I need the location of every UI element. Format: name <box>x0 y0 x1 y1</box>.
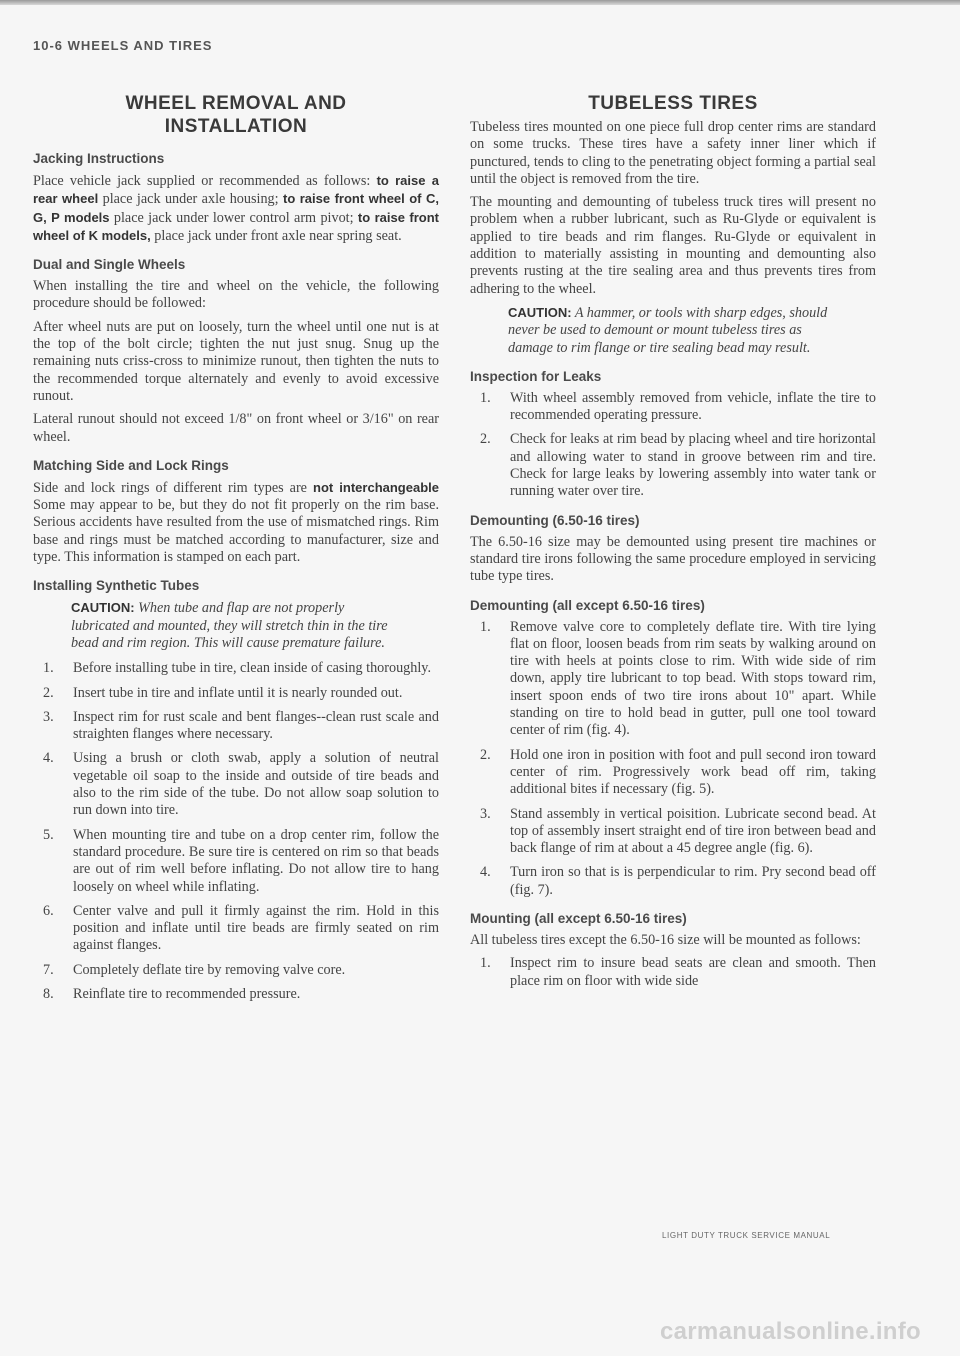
footer-manual-title: LIGHT DUTY TRUCK SERVICE MANUAL <box>662 1231 831 1240</box>
heading-matching-rings: Matching Side and Lock Rings <box>33 457 229 473</box>
demounting-steps <box>470 619 876 899</box>
heading-demounting-650: Demounting (6.50-16 tires) <box>470 512 640 528</box>
list-item: 2. Hold one iron in position with foot and pull second iron toward center of rim. Progressively work bead off rim, taking additional bites if necessary (fig. 5). <box>480 746 876 798</box>
heading-jacking-instructions: Jacking Instructions <box>33 151 165 166</box>
list-item: 4. Turn iron so that is is perpendicular to rim. Pry second bead off (fig. 7). <box>480 864 876 898</box>
dual-paragraph-3: Lateral runout should not exceed 1/8" on front wheel or 3/16" on rear wheel. <box>33 411 439 445</box>
list-item: 4. Using a brush or cloth swab, apply a solution of neutral vegetable oil soap to the inside and outside of tire beads and also to the rim side of the tube. Do not allow soap solution to run down into tire. <box>43 750 439 819</box>
heading-dual-single-wheels: Dual and Single Wheels <box>33 257 186 273</box>
running-head: 10-6 WHEELS AND TIRES <box>33 38 213 53</box>
list-item: 7. Completely deflate tire by removing valve core. <box>43 961 346 978</box>
left-column <box>33 92 439 1010</box>
list-item: 8. Reinflate tire to recommended pressure. <box>43 985 301 1002</box>
list-item: 1. Inspect rim to insure bead seats are clean and smooth. Then place rim on floor with wide side <box>480 955 876 989</box>
list-item: 3. Inspect rim for rust scale and bent flanges--clean rust scale and straighten flanges where necessary. <box>43 708 439 743</box>
leak-inspection-steps <box>470 390 876 501</box>
heading-demounting-all: Demounting (all except 6.50-16 tires) <box>470 597 705 613</box>
mounting-steps <box>470 955 876 990</box>
dual-paragraph-2: After wheel nuts are put on loosely, turn the wheel until one nut is at the top of the bolt circle; tighten the nut just snug. Snug up the remaining nuts criss-cross to minimize runout, then tighten the nuts to the recommended torque alternately and evenly to avoid excessive runout. <box>33 318 439 404</box>
synthetic-tube-steps <box>33 660 439 1003</box>
list-item: 2. Insert tube in tire and inflate until it is nearly rounded out. <box>43 684 403 701</box>
dual-paragraph-1: When installing the tire and wheel on the vehicle, the following procedure should be followed: <box>33 278 439 312</box>
jacking-paragraph: Place vehicle jack supplied or recommended as follows: to raise a rear wheel place jack under axle housing; to raise front wheel of C, G, P models place jack under lower control arm pivot; to raise front wheel of K models, place jack under front axle near spring seat. <box>33 173 439 244</box>
demounting-650-paragraph: The 6.50-16 size may be demounted using present tire machines or standard tire irons following the same procedure employed in servicing tube type tires. <box>470 533 876 585</box>
section-title-tubeless-tires: TUBELESS TIRES <box>588 93 758 114</box>
caution-tubeless: CAUTION: A hammer, or tools with sharp edges, should never be used to demount or mount tubeless tires as damage to rim flange or tire sealing bead may result. <box>508 304 828 356</box>
section-title-wheel-removal: WHEEL REMOVAL AND INSTALLATION <box>125 93 347 137</box>
tubeless-paragraph-2: The mounting and demounting of tubeless truck tires will present no problem when a rubber lubricant, such as Ru-Glyde or equivalent is applied to tire beads and rim flanges. Ru-Glyde or equivalent in addition to materially assisting in mounting and demounting also prevents rusting at the tire sealing area and thus prevents tires from adhering to the wheel. <box>470 194 876 297</box>
heading-inspection-leaks: Inspection for Leaks <box>470 368 602 384</box>
watermark: carmanualsonline.info <box>660 1318 922 1345</box>
right-column <box>470 92 876 997</box>
list-item: 2. Check for leaks at rim bead by placing wheel and tire horizontal and allowing water to stand in groove between rim and tire. Check for large leaks by lowering assembly into water tank or running water over tire. <box>480 431 876 500</box>
list-item: 1. With wheel assembly removed from vehicle, inflate the tire to recommended operating pressure. <box>480 389 876 424</box>
mounting-paragraph: All tubeless tires except the 6.50-16 size will be mounted as follows: <box>470 931 861 948</box>
matching-paragraph: Side and lock rings of different rim types are not interchangeable Some may appear to be, but they do not fit properly on the rim base. Serious accidents have resulted from the use of mismatched rings. Rim base and rings must be matched according to manufacturer, size and type. This information is stamped on each part. <box>33 479 439 566</box>
list-item: 6. Center valve and pull it firmly against the rim. Hold in this position and inflate until tire beads are firmly seated on rim against flanges. <box>43 902 439 954</box>
list-item: 1. Before installing tube in tire, clean inside of casing thoroughly. <box>43 660 432 677</box>
list-item: 1. Remove valve core to completely deflate tire. With tire lying flat on floor, loosen beads from rim seats by walking around on tire with heels at points close to rim. With wide side of rim down, apply tire lubricant to top bead. With stops toward rim, insert spoon ends of two tire irons about 10" apart. While standing on tire to hold bead in gutter, pull one tool toward center of rim (fig. 4). <box>480 618 876 739</box>
list-item: 3. Stand assembly in vertical poisition. Lubricate second bead. At top of assembly insert straight end of tire iron between bead and back flange of rim at about a 45 degree angle (fig. 6). <box>480 805 876 857</box>
top-rule <box>0 0 960 5</box>
heading-synthetic-tubes: Installing Synthetic Tubes <box>33 578 200 594</box>
heading-mounting-all: Mounting (all except 6.50-16 tires) <box>470 910 687 926</box>
tubeless-paragraph-1: Tubeless tires mounted on one piece full drop center rims are standard on some trucks. These tires have a safety inner liner which if punctured, tends to cling to the penetrating object forming a partial seal until the object is removed from the tire. <box>470 119 876 187</box>
caution-synthetic-tubes: CAUTION: When tube and flap are not properly lubricated and mounted, they will stretch thin in the tire bead and rim region. This will cause premature failure. <box>71 600 388 651</box>
list-item: 5. When mounting tire and tube on a drop center rim, follow the standard procedure. Be sure tire is centered on rim so that beads are out of rim well before inflating. Do not allow tire to hang loosely on wheel while inflating. <box>43 826 439 895</box>
